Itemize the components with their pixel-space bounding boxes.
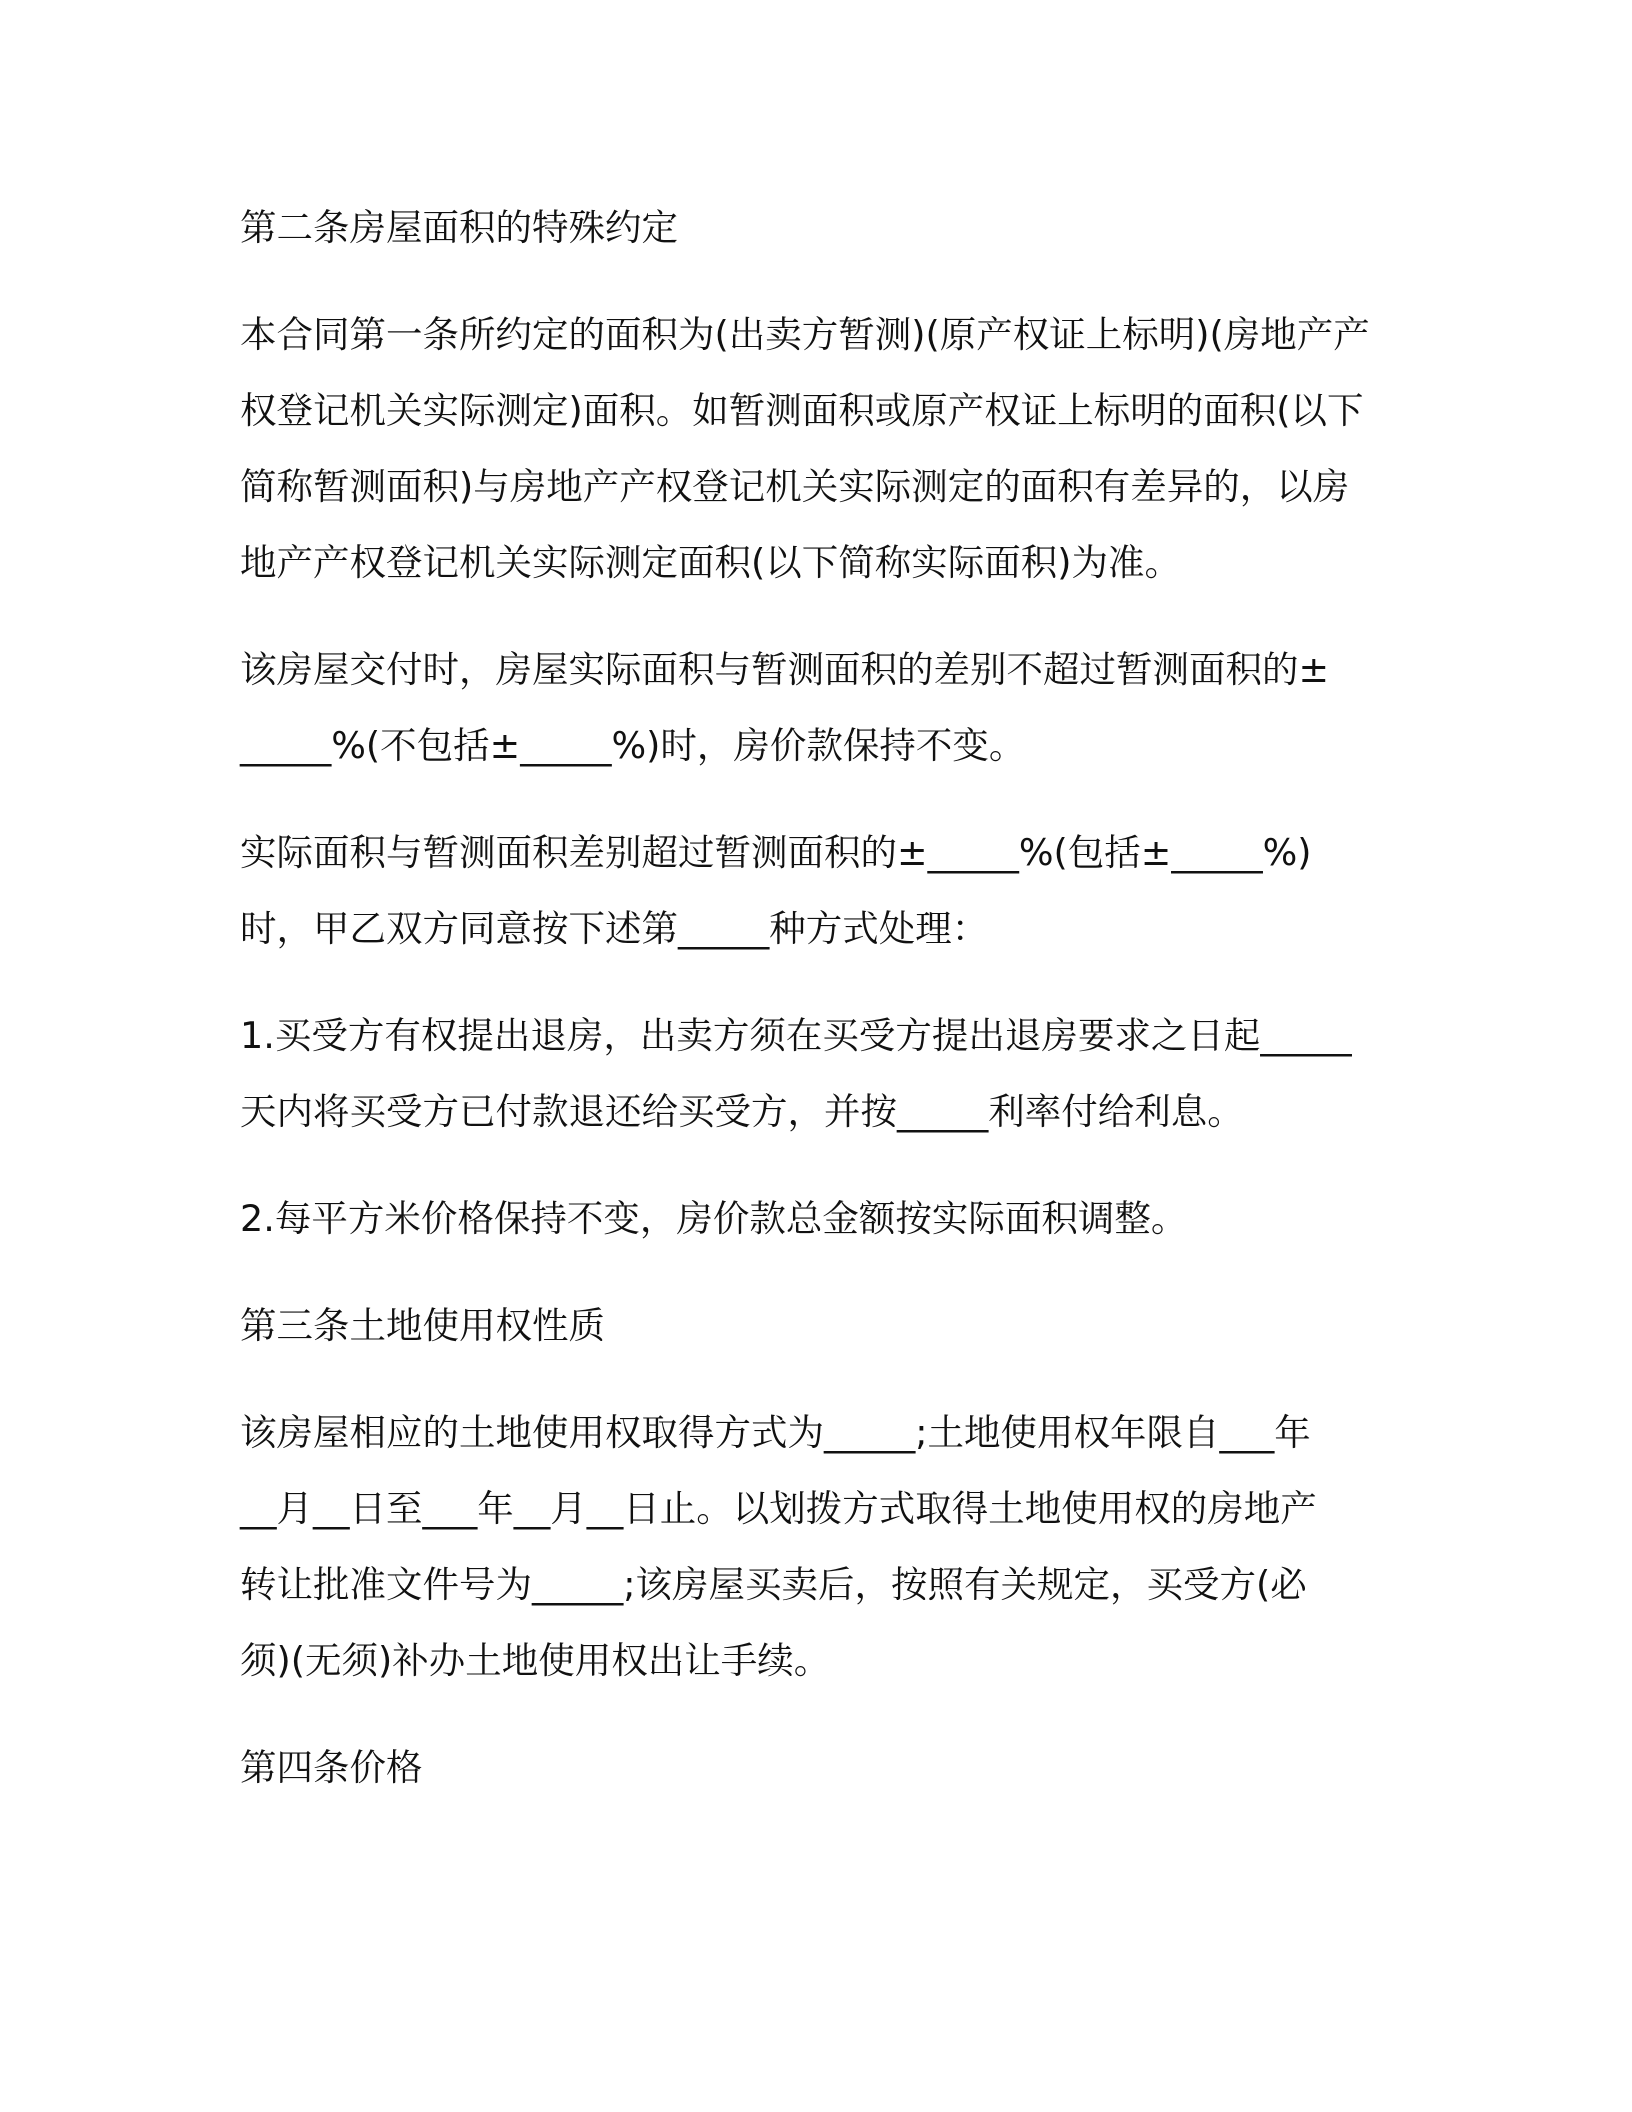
text-line: 本合同第一条所约定的面积为(出卖方暂测)(原产权证上标明)(房地产产 <box>240 313 1370 356</box>
text-line: 地产产权登记机关实际测定面积(以下简称实际面积)为准。 <box>240 541 1181 584</box>
text-line: 须)(无须)补办土地使用权出让手续。 <box>240 1639 831 1682</box>
text-line: 天内将买受方已付款退还给买受方，并按_____利率付给利息。 <box>240 1090 1244 1133</box>
article-2-area-definition <box>240 297 1390 601</box>
text-line: _____%(不包括±_____%)时，房价款保持不变。 <box>240 724 1026 767</box>
heading-article-2 <box>240 190 1390 266</box>
document-body <box>240 190 1390 1837</box>
heading-article-3 <box>240 1288 1390 1364</box>
text-line: 第三条土地使用权性质 <box>240 1304 605 1347</box>
text-line: 1.买受方有权提出退房，出卖方须在买受方提出退房要求之日起_____ <box>240 1014 1352 1057</box>
text-line: 权登记机关实际测定)面积。如暂测面积或原产权证上标明的面积(以下 <box>240 389 1364 432</box>
text-line: 转让批准文件号为_____;该房屋买卖后，按照有关规定，买受方(必 <box>240 1563 1307 1606</box>
article-2-exceed <box>240 815 1390 967</box>
article-2-option-2 <box>240 1181 1390 1257</box>
heading-article-4 <box>240 1730 1390 1806</box>
text-line: 时，甲乙双方同意按下述第_____种方式处理： <box>240 907 989 950</box>
text-line: 该房屋相应的土地使用权取得方式为_____;土地使用权年限自___年 <box>240 1411 1311 1454</box>
article-2-tolerance <box>240 632 1390 784</box>
text-line: __月__日至___年__月__日止。以划拨方式取得土地使用权的房地产 <box>240 1487 1317 1530</box>
article-2-option-1 <box>240 998 1390 1150</box>
text-line: 简称暂测面积)与房地产产权登记机关实际测定的面积有差异的，以房 <box>240 465 1350 508</box>
text-line: 实际面积与暂测面积差别超过暂测面积的±_____%(包括±_____%) <box>240 831 1312 874</box>
text-line: 该房屋交付时，房屋实际面积与暂测面积的差别不超过暂测面积的± <box>240 648 1330 691</box>
text-line: 2.每平方米价格保持不变，房价款总金额按实际面积调整。 <box>240 1197 1188 1240</box>
text-line: 第四条价格 <box>240 1746 423 1789</box>
text-line: 第二条房屋面积的特殊约定 <box>240 206 678 249</box>
article-3-body <box>240 1395 1390 1699</box>
